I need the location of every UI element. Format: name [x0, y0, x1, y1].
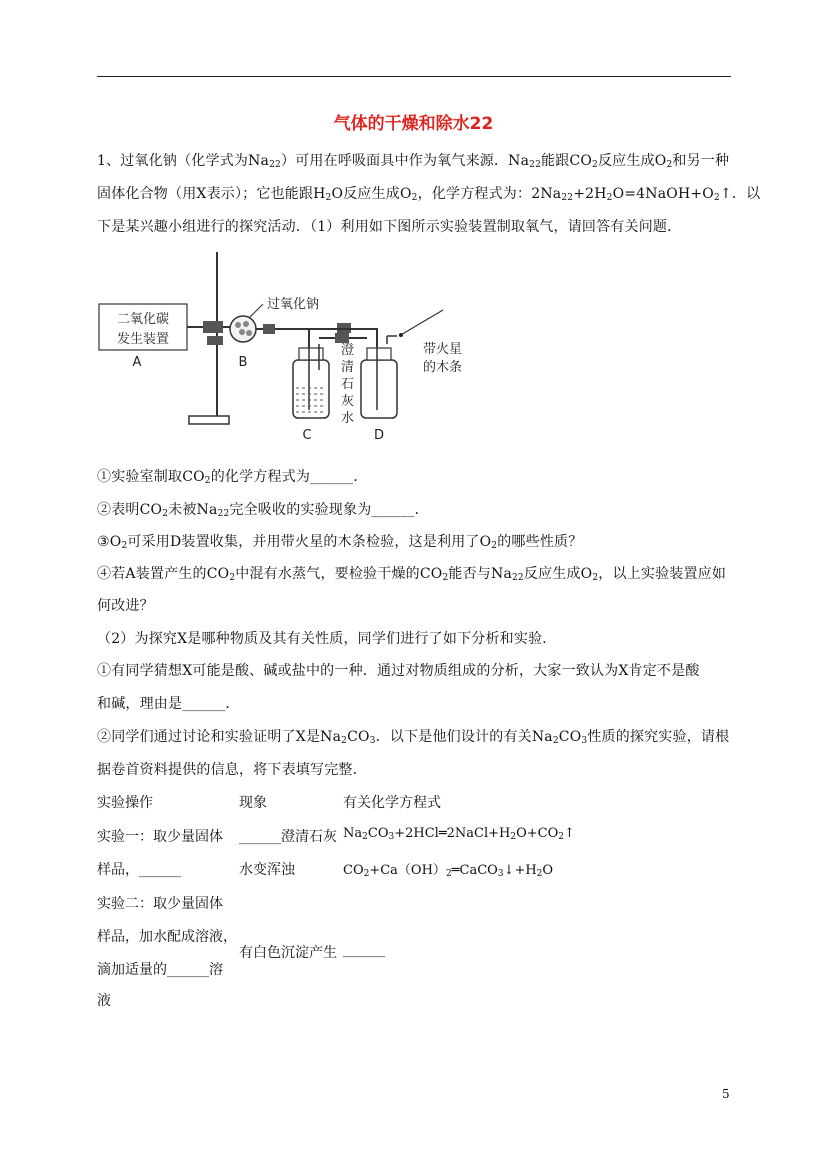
exp2-operation-line-1: 实验二：取少量固体	[97, 896, 223, 912]
limewater-label-1: 澄	[341, 343, 355, 358]
box-label-line-1: 二氧化碳	[116, 312, 170, 327]
page-title: 气体的干燥和除水22	[333, 114, 494, 134]
limewater-label-3: 石	[341, 377, 355, 392]
table-header-operation: 实验操作	[97, 795, 153, 811]
exp1-equation-1: $Na_2CO_3+2HCl═2NaCl+H_2O+CO_2↑$	[343, 826, 575, 842]
box-label-line-2: 发生装置	[116, 332, 170, 347]
sub2-p1-line-1: ①有同学猜想X可能是酸、碱或盐中的一种．通过对物质组成的分析，大家一致认为X肯定不是酸	[97, 663, 700, 679]
exp1-phenomenon-line-1: ______澄清石灰	[239, 829, 337, 845]
q1-intro-line-1: 1、过氧化钠（化学式为$Na_{22}$）可用在呼吸面具中作为氧气来源．$Na_{22}$能跟$CO_2$反应生成$O_2$和另一种	[97, 153, 730, 170]
bottle-c	[293, 360, 329, 418]
sub2-p1-line-2: 和碱，理由是______．	[97, 696, 240, 712]
table-header-phenomenon: 现象	[239, 795, 267, 811]
exp2-operation-line-4: 液	[97, 993, 111, 1009]
exp1-equation-2: $CO_2+Ca(OH)_2═CaCO_3↓+H_2O$	[343, 863, 554, 879]
table-header-equation: 有关化学方程式	[343, 795, 441, 811]
wooden-splint	[399, 310, 443, 336]
exp2-phenomenon: 有白色沉淀产生	[239, 945, 337, 961]
exp2-operation-line-3: 滴加适量的______溶	[97, 962, 223, 978]
exp2-operation-line-2: 样品，加水配成溶液，	[97, 929, 237, 945]
drying-tube-bulb	[230, 316, 256, 342]
splint-label-2: 的木条	[423, 360, 463, 375]
limewater-label-2: 清	[341, 360, 355, 375]
clamp-1	[203, 321, 223, 333]
header-rule	[97, 76, 731, 77]
sub2-intro: （2）为探究X是哪种物质及其有关性质，同学们进行了如下分析和实验．	[97, 631, 557, 647]
label-a: A	[132, 355, 142, 370]
sub2-p2-line-2: 据卷首资料提供的信息，将下表填写完整．	[97, 762, 367, 778]
sub1-q3: $③O_2$可采用D装置收集，并用带火星的木条检验，这是利用了$O_2$的哪些性质？	[97, 534, 583, 551]
sub1-q1: ①实验室制取$CO_2$的化学方程式为______．	[97, 469, 368, 486]
exp1-operation-line-2: 样品，______	[97, 862, 181, 878]
sub1-q4-line-2: 何改进？	[97, 598, 154, 614]
page-number: 5	[722, 1087, 730, 1101]
splint-label-1: 带火星	[423, 342, 463, 357]
exp1-operation-line-1: 实验一：取少量固体	[97, 829, 223, 845]
exp2-equation-blank: ______	[343, 942, 385, 958]
bottle-d	[361, 360, 397, 418]
apparatus-diagram	[97, 252, 477, 452]
stand-base	[189, 416, 229, 424]
label-c: C	[302, 428, 312, 443]
label-d: D	[373, 428, 385, 443]
limewater-label-4: 灰	[341, 394, 355, 409]
clamp-2	[207, 336, 223, 345]
sub1-q4: ④若A装置产生的$CO_2$中混有水蒸气，要检验干燥的$CO_2$能否与$Na_{22}$反应生成$O_2$，以上实验装置应如	[97, 566, 727, 583]
q1-intro-line-2: 固体化合物（用X表示）；它也能跟$H_2O$反应生成$O_2$，化学方程式为：$2Na_{22}+2H_2O=4NaOH+O_2↑$．以	[97, 186, 761, 203]
label-b: B	[238, 355, 248, 370]
label-sodium-peroxide: 过氧化钠	[267, 297, 320, 312]
sub1-q2: ②表明$CO_2$未被$Na_{22}$完全吸收的实验现象为______．	[97, 502, 429, 519]
limewater-label-5: 水	[341, 411, 355, 426]
exp1-phenomenon-line-2: 水变浑浊	[239, 862, 295, 878]
sub2-p2-line-1: ②同学们通过讨论和实验证明了X是$Na_2CO_3$．以下是他们设计的有关$Na_2CO_3$性质的探究实验，请根	[97, 729, 730, 746]
q1-intro-line-3: 下是某兴趣小组进行的探究活动．（1）利用如下图所示实验装置制取氧气，请回答有关问题．	[97, 219, 682, 235]
